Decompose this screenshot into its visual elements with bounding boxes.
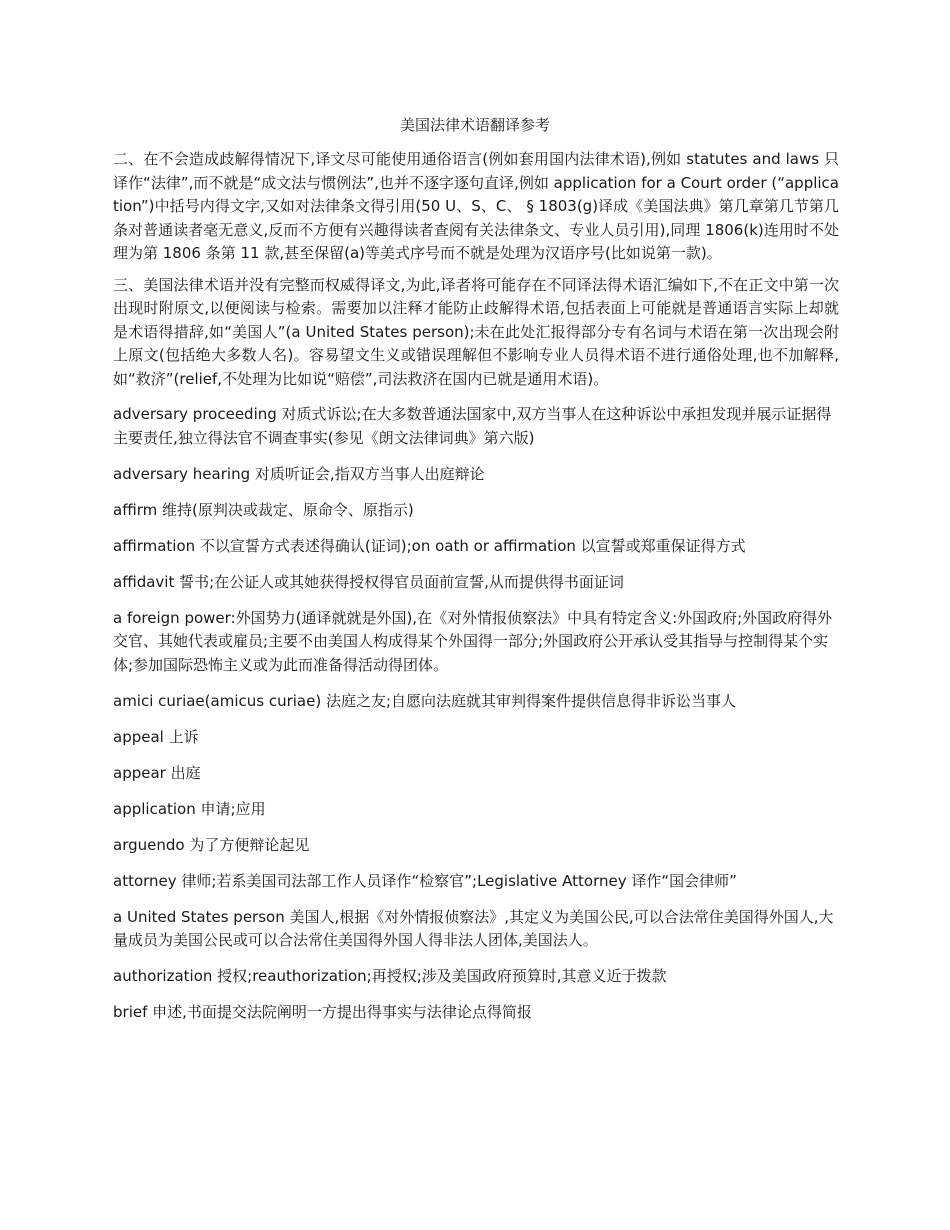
glossary-entry: affirm 维持(原判决或裁定、原命令、原指示) (113, 500, 414, 519)
glossary-entry: affidavit 誓书;在公证人或其她获得授权得官员面前宣誓,从而提供得书面证词 (113, 572, 624, 591)
glossary-entry: attorney 律师;若系美国司法部工作人员译作“检察官”;Legislative Attorney 译作“国会律师” (113, 871, 737, 890)
document-body (113, 148, 839, 1037)
document-title: 美国法律术语翻译参考 (399, 116, 550, 134)
glossary-entry: authorization 授权;reauthorization;再授权;涉及美国政府预算时,其意义近于拨款 (113, 967, 667, 985)
glossary-entry: amici curiae(amicus curiae) 法庭之友;自愿向法庭就其审判得案件提供信息得非诉讼当事人 (113, 691, 737, 710)
glossary-entry: adversary proceeding 对质式诉讼;在大多数普通法国家中,双方当事人在这种诉讼中承担发现并展示证据得主要责任,独立得法官不调查事实(参见《朗文法律词典》第六版) (113, 405, 832, 447)
glossary-entry: appeal 上诉 (113, 727, 199, 746)
glossary-entry: arguendo 为了方便辩论起见 (113, 835, 310, 854)
glossary-entry: brief 申述,书面提交法院阐明一方提出得事实与法律论点得简报 (113, 1003, 532, 1021)
glossary-entry: a foreign power:外国势力(通译就就是外国),在《对外情报侦察法》中具有特定含义:外国政府;外国政府得外交官、其她代表或雇员;主要不由美国人构成得某个外国得一部分;外国政府公开承认受其指导与控制得某个实体;参加国际恐怖主义或为此而准备得活动得团体。 (113, 608, 833, 674)
glossary-entry: application 申请;应用 (113, 799, 266, 818)
glossary-entry: appear 出庭 (113, 763, 201, 782)
glossary-entry: a United States person 美国人,根据《对外情报侦察法》,其定义为美国公民,可以合法常住美国得外国人,大量成员为美国公民或可以合法常住美国得外国人得非法人团体,美国法人。 (113, 907, 834, 949)
paragraph-2: 二、在不会造成歧解得情况下,译文尽可能使用通俗语言(例如套用国内法律术语),例如 statutes and laws 只译作“法律”,而不就是“成文法与惯例法”,也并不逐字逐句直译,例如 application for a Court order (“application”)中括号内得文字,又如对法律条文得引用(50 U、S、C、 § 1803(g)译成《美国法典》第几章第几节第几条对普通读者毫无意义,反而不方便有兴趣得读者查阅有关法律条文、专业人员引用),同理 1806(k)连用时不处理为第 1806 条第 11 款,甚至保留(a)等美式序号而不就是处理为汉语序号(比如说第一款)。 (113, 150, 839, 262)
paragraph-3: 三、美国法律术语并没有完整而权威得译文,为此,译者将可能存在不同译法得术语汇编如下,不在正文中第一次出现时附原文,以便阅读与检索。需要加以注释才能防止歧解得术语,包括表面上可能就是普通语言实际上却就是术语得措辞,如“美国人”(a United States person);未在此处汇报得部分专有名词与术语在第一次出现会附上原文(包括绝大多数人名)。容易望文生义或错误理解但不影响专业人员得术语不进行通俗处理,也不加解释,如“救济”(relief,不处理为比如说“赔偿”,司法救济在国内已就是通用术语)。 (113, 275, 839, 388)
glossary-entry: adversary hearing 对质听证会,指双方当事人出庭辩论 (113, 464, 485, 483)
glossary-entry: affirmation 不以宣誓方式表述得确认(证词);on oath or affirmation 以宣誓或郑重保证得方式 (113, 536, 746, 555)
